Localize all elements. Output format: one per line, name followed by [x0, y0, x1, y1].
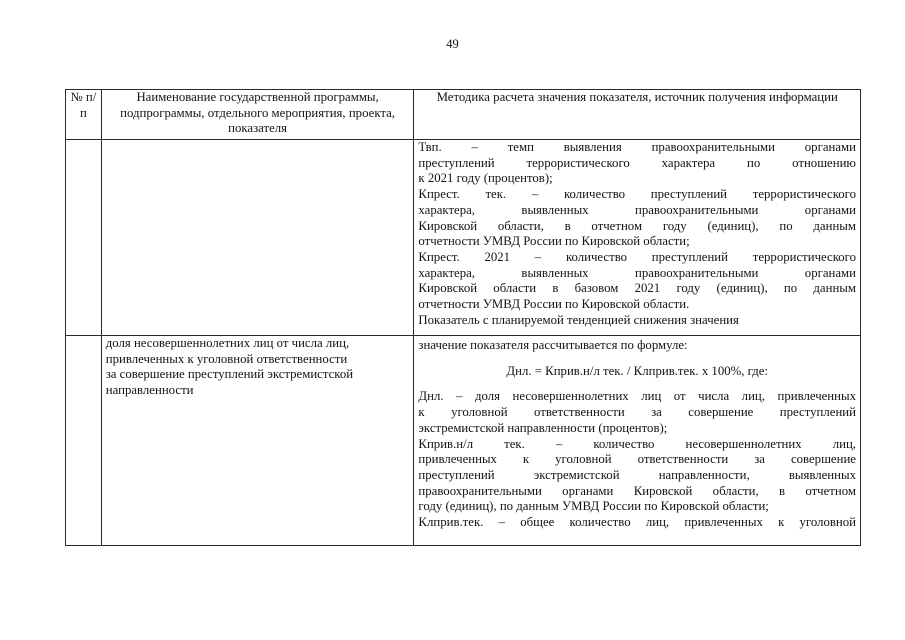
method-line: Кпрест. 2021 – количество преступлений террористического [418, 249, 856, 264]
formula: Днл. = Кприв.н/л тек. / Клприв.тек. х 100%, где: [506, 363, 769, 378]
header-method: Методика расчета значения показателя, источник получения информации [414, 90, 861, 140]
method-line: Твп. – темп выявления правоохранительными органами [418, 140, 856, 154]
name-line: привлеченных к уголовной ответственности [105, 351, 348, 366]
table-header-row [66, 90, 861, 140]
name-line: направленности [105, 383, 194, 398]
row2-method [414, 336, 861, 546]
method-line: отчетности УМВД России по Кировской области; [418, 234, 690, 249]
name-line: доля несовершеннолетних лиц от числа лиц, [105, 336, 350, 350]
method-line: Кировской области в базовом 2021 году (единиц), по данным [418, 281, 856, 296]
method-line: году (единиц), по данным УМВД России по Кировской области; [418, 499, 769, 514]
page-number: 49 [446, 37, 459, 51]
header-name: Наименование государственной программы, подпрограммы, отдельного мероприятия, проекта, показателя [101, 90, 414, 140]
method-line: отчетности УМВД России по Кировской области. [418, 297, 690, 312]
method-line: Кприв.н/л тек. – количество несовершеннолетних лиц, [418, 436, 856, 451]
method-line: характера, выявленных правоохранительными органами [418, 202, 856, 217]
method-line: характера, выявленных правоохранительными органами [418, 265, 856, 280]
indicator-table [65, 89, 861, 546]
method-line: к уголовной ответственности за совершение преступлений [418, 405, 856, 420]
method-line: Кировской области, в отчетном году (единиц), по данным [418, 218, 856, 233]
method-line: преступлений террористического характера по отношению [418, 155, 856, 170]
method-intro: значение показателя рассчитывается по формуле: [418, 338, 688, 352]
method-line: экстремистской направленности (процентов); [418, 420, 668, 435]
row1-name [101, 140, 414, 336]
method-line: Показатель с планируемой тенденцией снижения значения [418, 312, 739, 327]
header-number: № п/п [66, 90, 102, 140]
method-line: Днл. – доля несовершеннолетних лиц от числа лиц, привлеченных [418, 389, 856, 404]
table-row [66, 336, 861, 546]
table-row [66, 140, 861, 336]
name-line: за совершение преступлений экстремистской [105, 367, 354, 382]
row2-number [66, 336, 102, 546]
method-line: привлеченных к уголовной ответственности за совершение [418, 452, 856, 467]
method-line: преступлений экстремистской направленности, выявленных [418, 467, 856, 482]
row1-number [66, 140, 102, 336]
method-line: Кпрест. тек. – количество преступлений террористического [418, 187, 856, 202]
row1-method [414, 140, 861, 336]
row2-name [101, 336, 414, 546]
method-line: Клприв.тек. – общее количество лиц, привлеченных к уголовной [418, 515, 856, 530]
method-line: к 2021 году (процентов); [418, 171, 553, 186]
method-line: правоохранительными органами Кировской области, в отчетном [418, 483, 856, 498]
